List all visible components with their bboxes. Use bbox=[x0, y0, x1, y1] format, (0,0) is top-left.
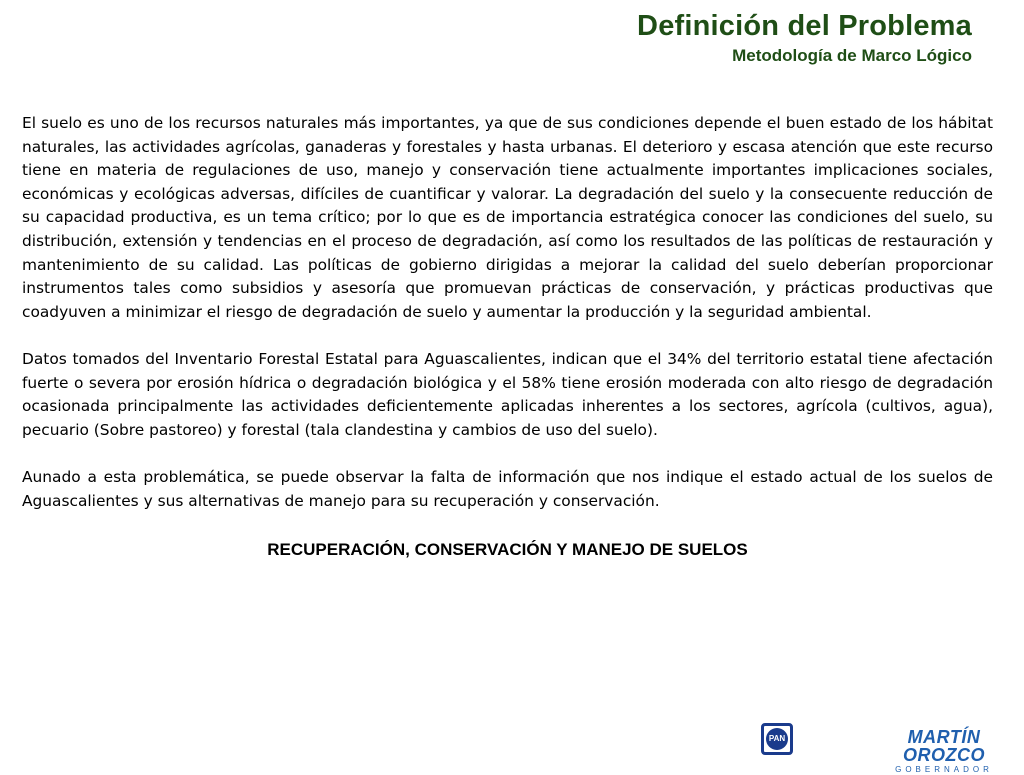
paragraph-3: Aunado a esta problemática, se puede observar la falta de información que nos indique el estado actual de los suelos de Aguascalientes y sus alternativas de manejo para su recuperación y conservación. bbox=[22, 467, 993, 510]
section-subheading: RECUPERACIÓN, CONSERVACIÓN Y MANEJO DE SUELOS bbox=[267, 539, 748, 559]
slide-header bbox=[637, 8, 972, 67]
page-subtitle: Metodología de Marco Lógico bbox=[732, 46, 972, 65]
body-content bbox=[22, 112, 993, 563]
paragraph-2: Datos tomados del Inventario Forestal Estatal para Aguascalientes, indican que el 34% del territorio estatal tiene afectación fuerte o severa por erosión hídrica o degradación biológica y el 58% tiene erosión moderada con alto riesgo de degradación ocasionada principalmente las actividades deficientemente aplicadas inherentes a los sectores, agrícola (cultivos, agua), pecuario (Sobre pastoreo) y forestal (tala clandestina y cambios de uso del suelo). bbox=[22, 349, 993, 439]
pan-logo-ring bbox=[766, 728, 788, 750]
pan-logo-icon bbox=[761, 723, 793, 755]
page-title: Definición del Problema bbox=[637, 10, 972, 42]
paragraph-1: El suelo es uno de los recursos naturales más importantes, ya que de sus condiciones depende el buen estado de los hábitat naturales, las actividades agrícolas, ganaderas y forestales y hasta urbanas. El deterioro y escasa atención que este recurso tiene en materia de regulaciones de uso, manejo y conservación tiene actualmente importantes implicaciones sociales, económicas y ecológicas adversas, difíciles de cuantificar y valorar. La degradación del suelo y la consecuente reducción de su capacidad productiva, es un tema crítico; por lo que es de importancia estratégica conocer las condiciones del suelo, su distribución, extensión y tendencias en el proceso de degradación, así como los resultados de las políticas de restauración y mantenimiento de su calidad. Las políticas de gobierno dirigidas a mejorar la calidad del suelo deberían proporcionar instrumentos tales como subsidios y asesoría que promuevan prácticas de conservación, y prácticas productivas que coadyuven a minimizar el riesgo de degradación de suelo y aumentar la producción y la seguridad ambiental. bbox=[22, 114, 993, 321]
governor-name: MARTÍN OROZCO bbox=[903, 727, 985, 765]
pan-logo-text: PAN bbox=[768, 734, 786, 743]
governor-role: GOBERNADOR bbox=[895, 765, 993, 774]
